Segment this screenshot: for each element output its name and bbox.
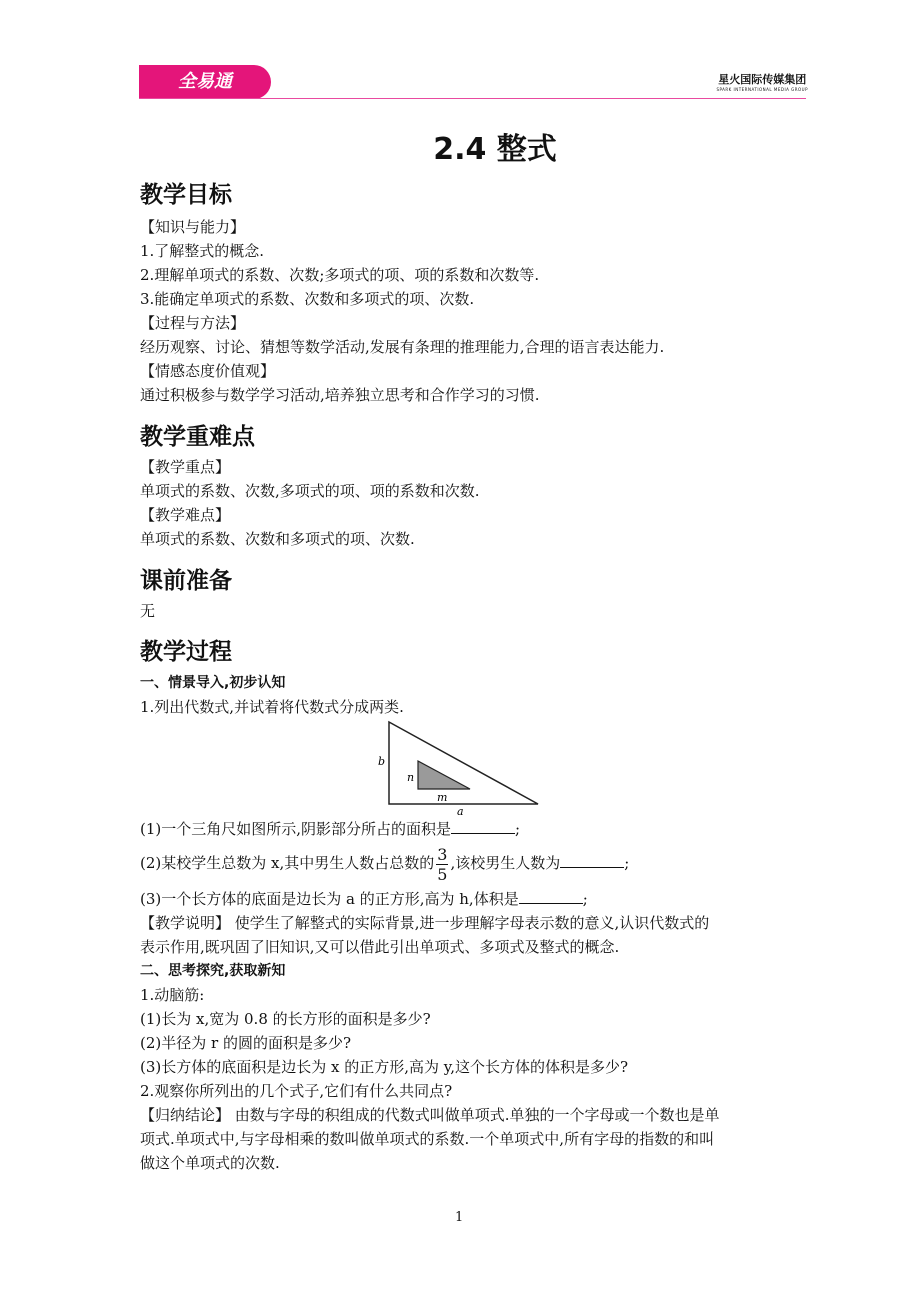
heading-key-points: 教学重难点 [140, 424, 255, 450]
text: 【教学说明】 使学生了解整式的实际背景,进一步理解字母表示数的意义,认识代数式的 [140, 914, 710, 932]
text: (2)半径为 r 的圆的面积是多少? [140, 1034, 351, 1052]
label-b: b [378, 755, 386, 768]
triangle-figure [370, 718, 550, 816]
subheading: 二、思考探究,获取新知 [140, 963, 286, 979]
text: 单项式的系数、次数和多项式的项、次数. [140, 530, 415, 548]
text: 表示作用,既巩固了旧知识,又可以借此引出单项式、多项式及整式的概念. [140, 938, 620, 956]
heading-preparation: 课前准备 [140, 568, 232, 594]
text: 2.观察你所列出的几个式子,它们有什么共同点? [140, 1082, 453, 1100]
text: (3)长方体的底面积是边长为 x 的正方形,高为 y,这个长方体的体积是多少? [140, 1058, 629, 1076]
text: (1)一个三角尺如图所示,阴影部分所占的面积是 [140, 820, 452, 838]
label-m: m [437, 791, 448, 804]
brand-logo [716, 71, 808, 92]
text: 1.了解整式的概念. [140, 242, 265, 260]
text: 【过程与方法】 [140, 314, 246, 332]
label-n: n [407, 771, 415, 784]
text: 【归纳结论】 由数与字母的积组成的代数式叫做单项式.单独的一个字母或一个数也是单 [140, 1106, 720, 1124]
logo: 全易通 [139, 65, 271, 99]
label-a: a [457, 805, 464, 816]
text: 【知识与能力】 [140, 218, 246, 236]
text: ; [624, 854, 630, 872]
text: 【教学难点】 [140, 506, 231, 524]
header-divider [139, 98, 806, 99]
answer-blank [451, 819, 515, 834]
text: 单项式的系数、次数,多项式的项、项的系数和次数. [140, 482, 480, 500]
question-3 [140, 889, 588, 909]
subheading: 一、情景导入,初步认知 [140, 675, 286, 691]
shaded-triangle [418, 761, 470, 789]
text: 【情感态度价值观】 [140, 362, 276, 380]
brand-en: SPARK INTERNATIONAL MEDIA GROUP [716, 87, 808, 92]
text: 【教学重点】 [140, 458, 231, 476]
text: 3.能确定单项式的系数、次数和多项式的项、次数. [140, 290, 475, 308]
question-1 [140, 819, 520, 839]
text: 通过积极参与数学学习活动,培养独立思考和合作学习的习惯. [140, 386, 540, 404]
answer-blank [560, 853, 624, 868]
text: (1)长为 x,宽为 0.8 的长方形的面积是多少? [140, 1010, 431, 1028]
text: 项式.单项式中,与字母相乘的数叫做单项式的系数.一个单项式中,所有字母的指数的和叫 [140, 1130, 715, 1148]
answer-blank [519, 889, 583, 904]
text: 无 [140, 602, 156, 620]
brand-cn: 星火国际传媒集团 [718, 73, 807, 86]
text: ; [515, 820, 521, 838]
text: (2)某校学生总数为 x,其中男生人数占总数的 [140, 854, 435, 872]
outer-triangle [389, 722, 538, 804]
text: 1.列出代数式,并试着将代数式分成两类. [140, 698, 404, 716]
heading-process: 教学过程 [140, 639, 232, 665]
text: 2.理解单项式的系数、次数;多项式的项、项的系数和次数等. [140, 266, 540, 284]
fraction [436, 845, 448, 884]
question-2 [140, 843, 629, 884]
text: 做这个单项式的次数. [140, 1154, 280, 1172]
heading-objectives: 教学目标 [140, 182, 232, 208]
denominator: 5 [437, 864, 448, 884]
numerator: 3 [437, 844, 448, 864]
text: 经历观察、讨论、猜想等数学活动,发展有条理的推理能力,合理的语言表达能力. [140, 338, 665, 356]
text: ; [582, 890, 588, 908]
text: 1.动脑筋: [140, 986, 205, 1004]
page-title: 2.4 整式 [433, 132, 557, 167]
text: (3)一个长方体的底面是边长为 a 的正方形,高为 h,体积是 [140, 890, 519, 908]
page-number: 1 [455, 1210, 464, 1225]
text: ,该校男生人数为 [450, 854, 561, 872]
